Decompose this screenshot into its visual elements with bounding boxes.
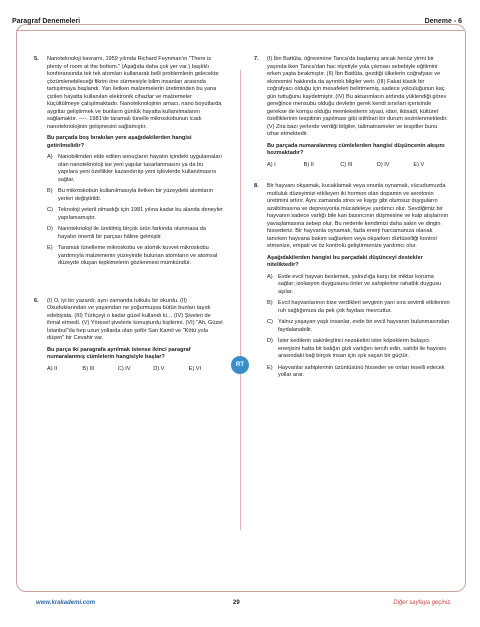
option-b[interactable]: B) III <box>82 365 95 372</box>
option-c[interactable] <box>267 319 450 334</box>
question-number: 7. <box>254 56 259 62</box>
option-b[interactable]: B) II <box>303 161 314 168</box>
option-d[interactable]: D) IV <box>376 161 390 168</box>
right-column <box>254 56 450 384</box>
option-e[interactable]: E) V <box>413 161 425 168</box>
option-text: Evde evcil hayvan beslemek, yalnızlığa karşı bir miktar koruma sağlar; izolasyon duygusunu önler ve sahiplerine rahatlık duygusu aşılar. <box>278 273 442 295</box>
question-stem: Bu parça iki paragrafa ayrılmak istense ikinci paragraf numaralanmış cümlelerin hangisiyle başlar? <box>47 346 191 360</box>
option-e[interactable] <box>47 245 224 268</box>
question-number: 6. <box>34 297 39 304</box>
option-d[interactable] <box>47 226 224 241</box>
option-letter: D) <box>267 338 273 344</box>
option-text: Evcil hayvanlarının bize verdikleri sevginin yanı sıra sevimli etkilerinin ruh sağlığımıza da pek çok faydası mevcuttur. <box>278 300 450 314</box>
option-text: Nanoteknoloji ile üretilmiş birçok ürün farkında olunmasa da hayatın önemli bir parçası hâline gelmiştir. <box>58 226 206 240</box>
page-number: 29 <box>233 600 240 606</box>
question-number: 5. <box>34 56 39 62</box>
option-e[interactable] <box>267 365 450 380</box>
option-d[interactable] <box>267 338 450 361</box>
option-letter: E) <box>47 245 53 251</box>
option-text: Yalnız yaşayan yaşlı insanlar, evde bir evcil hayvanın bulunmasından faydalanabilir. <box>278 319 450 333</box>
options-row <box>47 366 224 374</box>
option-c[interactable] <box>47 207 224 222</box>
option-text: Bu mikroskobun kullanılmasıyla iletken bir yüzeydeki atomların yerleri değiştirildi. <box>58 188 214 202</box>
option-text: Taramalı tünelleme mikroskobu ve atomik kuvvet mikroskobu yardımıyla malzemenin yüzeyinde bulunan atomların ve atomsal düzeyde oluşan tepkimelerin gözlenmesi mümkündür. <box>58 245 218 266</box>
option-d[interactable]: D) V <box>153 365 165 372</box>
option-letter: A) <box>267 273 273 280</box>
left-column <box>34 56 224 377</box>
publisher-logo-icon: RT <box>231 356 249 374</box>
option-text: Hayvanlar sahiplerinin üzüntüsünü hisseder ve onları teselli edecek yollar arar. <box>278 364 445 378</box>
option-text: İster kedilerin sakinleştirici nezaketini ister köpeklerin bulaşıcı enerjisini hatta bir balığın gizli varlığını tercih edin, sahibi ile hayvanı arasındaki bağ birçok insan için ışık saçan bir güçtür. <box>278 338 447 359</box>
option-text: Teknoloji yeterli olmadığı için 1981 yılına kadar bu alanda deneyler yapılamamıştır. <box>58 207 223 221</box>
question-7 <box>254 56 450 169</box>
option-letter: E) <box>267 364 273 371</box>
option-letter: B) <box>47 188 53 194</box>
option-b[interactable] <box>47 188 224 203</box>
question-text: (I) İbn Battûta, öğrenimine Tanca'da başlamış ancak henüz yirmi bir yaşında iken Tanca'dan hac niyetiyle yola çıkması sebebiyle eğitimini erken yaşta bırakmıştır. (II) İbn Battûta, gezdiği ülkelerin coğrafyası ve ekonomisi hakkında da ayrıntılı bilgiler verir. (III) Fakat klasik bir coğrafyacı olduğu için mesafeleri belirtmemiş, sadece yolculuğunun kaç gün tuttuğunu kaydetmiştir. (IV) Bu aktarımların ardında yüklendiği görev gereğince mensubu olduğu devletin gerek kendi sınırları içerisinde gereksе de komşu olduğu memleketlerin siyasi, idari, iktisadi, kültürel özelliklerinin tespitinin yapılması gibi istihbari bir durum sezinlenmektedir. (V) Zira bazı yerlerde verdiği bilgiler, talimatnameler ve tespitler bunu izhar etmektedir. <box>267 56 448 137</box>
header-title: Paragraf Denemeleri <box>12 18 81 25</box>
option-text: Nanobilimden elde edilen sonuçların hayatın içindeki uygulamaları olan nanoteknoloji ise yeni yapılar tasarlanmasını ya da bu yapılara yeni özellikler kazandırılıp yeni işlevlerde kullanılmasını sağlar. <box>58 154 222 183</box>
option-a[interactable]: A) II <box>47 365 58 372</box>
option-letter: C) <box>267 319 273 325</box>
option-a[interactable] <box>267 274 450 297</box>
question-stem: Bu parçada boş bırakılan yere aşağıdakilerden hangisi getirilmelidir? <box>47 135 192 149</box>
option-a[interactable] <box>47 154 224 184</box>
option-letter: C) <box>47 207 53 213</box>
question-text: Bir hayvanı okşamak, kucaklamak veya onunla oynamak, vücudumuzda mutluluk düzeyimizi etkileyen iki hormon olan dopamin ve serotonin üretimini artırır. Aynı zamanda stres ve kaygı gibi olumsuz duyguların azaltılmasına ve depresyonla mücadeleye yardımcı olur. Sevdiğimiz bir hayvanın sadece varlığı bile kan basıncının düşmesine ve kalp atışlarının yavaşlamasına sebep olur. Bu nedenle kendimizi daha sakin ve dingin hissederiz. Bir hayvanla oynamak, fazla enerji harcamanıza olanak tanırken hayvana bakım sağlarken veya okşarken dürtüselliği kontrol etmenize, empati ve öz kontrolü geliştirmenize yardımcı olur. <box>267 183 449 249</box>
page-header <box>0 0 480 25</box>
option-letter: D) <box>47 226 53 232</box>
option-a[interactable]: A) I <box>267 161 276 168</box>
option-c[interactable]: C) III <box>340 161 353 168</box>
question-6 <box>34 298 224 374</box>
option-c[interactable]: C) IV <box>117 365 131 372</box>
column-divider <box>240 70 241 530</box>
header-test-number: Deneme - 6 <box>424 18 462 25</box>
next-page-note: Diğer sayfaya geçiniz. <box>393 600 452 606</box>
question-text: (I) O, iyi bir yazardı; aynı zamanda tutkulu bir okurdu. (II) Okuduklarından ve yaşamdan ne yoğurmuşsa bütün bunları taşıdı edebiyata. (III) Türkçeyi o kadar güzel kullandı ki… (IV) Şiveleri de ihmal etmedi. (V) Yöresel şivelerle konuşturdu kişilerini. (VI) "Ah, Güzel İstanbul"da hep uzun yollarda olan şoför San Kamil ve "Kötü yola düşen" bir Cevahir var. <box>47 297 223 341</box>
question-5 <box>34 56 224 268</box>
option-e[interactable]: E) VI <box>188 365 202 372</box>
question-8 <box>254 183 450 380</box>
header-divider <box>16 30 464 31</box>
footer-website-link[interactable]: www.krakademi.com <box>36 600 96 606</box>
question-number: 8. <box>254 183 259 189</box>
options-row <box>267 162 450 170</box>
option-b[interactable] <box>267 300 450 315</box>
question-stem: Aşağıdakilerden hangisi bu parçadaki düşünceyi destekler niteliktedir? <box>267 254 423 268</box>
option-letter: A) <box>47 154 53 160</box>
option-letter: B) <box>267 300 273 306</box>
question-stem: Bu parçada numaralanmış cümlelerden hangisi düşüncenin akışını bozmaktadır? <box>267 142 445 156</box>
question-text: Nanoteknoloji kavramı, 1959 yılında Richard Feynman'ın "There is plenty of room at the bottom." (Aşağıda daha çok yer var.) başlıklı konferansında tek tek atomları kullanarak belli problemlerin gelecekte çözümlenebileceği fikrini öne sürmesiyle bilim insanları arasında tartışılmaya başlandı. Yarı iletken malzemelerin üretiminden bu yana çizilen hayatta kullanılan elektronik cihazlar ve malzemeler küçültülmeye çalışılmaktadır. Nanoteknolojinin amacı, nano boyutlarda aygıtlar geliştirmek ve bunların günlük hayatta kullanılmalarını sağlamaktır. ----. 1981'de taramalı tünelle mikroskobunun icadı nanoteknolojinin gelişmesini sağlamıştır. <box>47 56 222 130</box>
